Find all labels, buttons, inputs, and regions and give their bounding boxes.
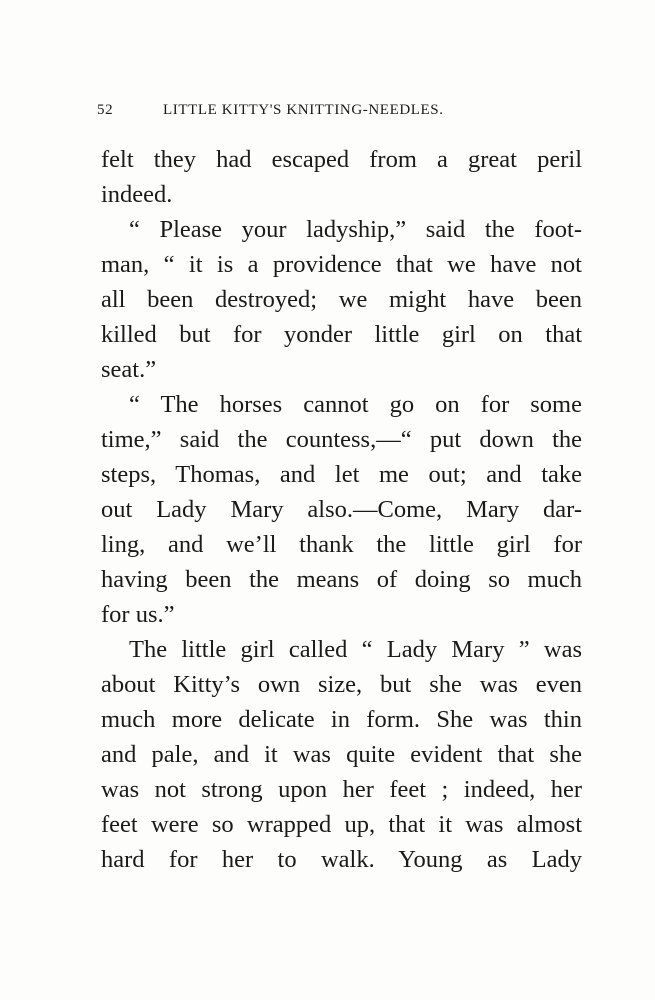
- text-line: was not strong upon her feet ; indeed, her: [101, 776, 582, 803]
- text-line: feet were so wrapped up, that it was almost: [101, 811, 582, 838]
- text-line: ling, and we’ll thank the little girl for: [101, 531, 582, 558]
- text-line: “ Please your ladyship,” said the foot-: [129, 216, 582, 243]
- text-line: all been destroyed; we might have been: [101, 286, 582, 313]
- text-line: about Kitty’s own size, but she was even: [101, 671, 582, 698]
- text-line: hard for her to walk. Young as Lady: [101, 846, 582, 873]
- text-line: indeed.: [101, 181, 173, 208]
- text-line: out Lady Mary also.—Come, Mary dar-: [101, 496, 582, 523]
- running-title: LITTLE KITTY'S KNITTING-NEEDLES.: [163, 102, 444, 118]
- text-line: “ The horses cannot go on for some: [129, 391, 582, 418]
- text-line: and pale, and it was quite evident that she: [101, 741, 582, 768]
- page-number: 52: [97, 102, 114, 118]
- text-line: seat.”: [101, 356, 157, 383]
- page-header: [97, 102, 582, 128]
- text-line: much more delicate in form. She was thin: [101, 706, 582, 733]
- text-line: having been the means of doing so much: [101, 566, 582, 593]
- text-line: man, “ it is a providence that we have not: [101, 251, 582, 278]
- text-line: for us.”: [101, 601, 175, 628]
- body-text: [101, 142, 582, 877]
- text-line: time,” said the countess,—“ put down the: [101, 426, 582, 453]
- text-line: felt they had escaped from a great peril: [101, 146, 582, 173]
- text-line: The little girl called “ Lady Mary ” was: [129, 636, 582, 663]
- text-line: killed but for yonder little girl on that: [101, 321, 582, 348]
- text-line: steps, Thomas, and let me out; and take: [101, 461, 582, 488]
